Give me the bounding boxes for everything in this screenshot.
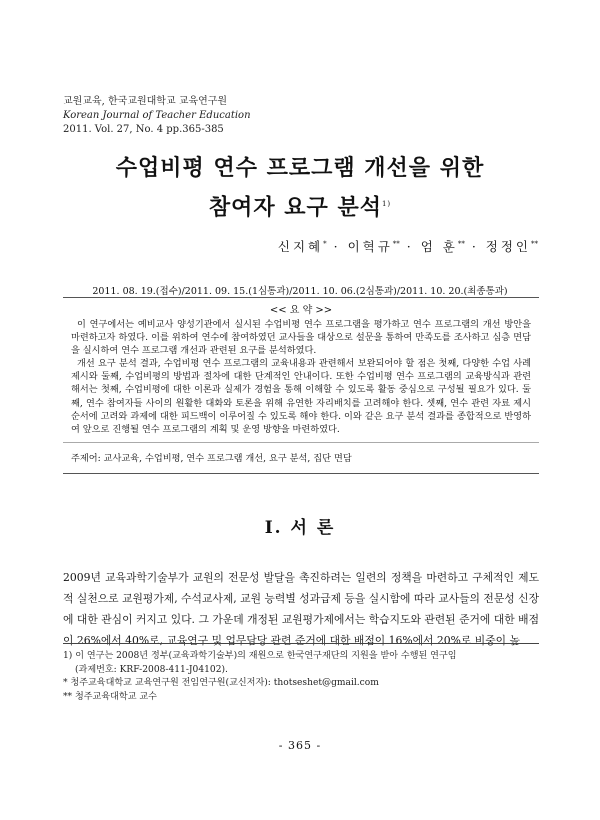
journal-name-english: Korean Journal of Teacher Education xyxy=(63,110,251,121)
body-text xyxy=(63,567,539,651)
body-paragraph: 2009년 교육과학기술부가 교원의 전문성 발달을 촉진하려는 일련의 정책을 마련하고 구체적인 제도적 실천으로 교원평가제, 수석교사제, 교원 능력별 성과급제 등을 실시함에 따라 교사들의 전문성 신장에 대한 관심이 커지고 있다. 그 가운데 개정된 교원평가제에서는 학습지도와 관련된 준거에 대한 배점이 26%에서 40%로, 교육연구 및 업무담당 관련 준거에 대한 배점이 16%에서 20%로 비중이 높 xyxy=(63,571,539,647)
journal-volume: 2011. Vol. 27, No. 4 pp.365-385 xyxy=(63,124,224,135)
section-heading: I. 서 론 xyxy=(264,518,336,538)
title-footnote-mark: 1) xyxy=(381,200,392,208)
abstract-body xyxy=(71,318,531,436)
author-4-mark: ** xyxy=(531,239,538,248)
author-3: 엄 훈 xyxy=(420,239,458,254)
paper-title xyxy=(0,150,600,225)
title-line-2 xyxy=(0,186,600,225)
journal-name-korean: 교원교육, 한국교원대학교 교육연구원 xyxy=(63,96,228,107)
footnotes xyxy=(63,650,543,704)
journal-header xyxy=(63,95,251,137)
footnote-3: ** 청주교육대학교 교수 xyxy=(63,691,157,702)
author-2: 이혁규 xyxy=(347,239,393,254)
abstract-box xyxy=(63,297,539,474)
author-separator: · xyxy=(399,239,421,254)
footnote-divider xyxy=(63,643,539,644)
footnote-1: 1) 이 연구는 2008년 정부(교육과학기술부)의 재원으로 한국연구재단의 지원을 받아 수행된 연구임 xyxy=(63,651,457,661)
abstract-paragraph-2: 개선 요구 분석 결과, 수업비평 연수 프로그램의 교육내용과 관련해서 보완되어야 할 점은 첫째, 다양한 수업 사례 제시와 둘째, 수업비평의 방법과 절차에 대한 단계적인 안내이다. 또한 수업비평 연수 프로그램의 교육방식과 관련해서는 첫째, 수업비평에 대한 이론과 실제가 경험을 통해 이해할 수 있도록 활동 중심으로 구성될 필요가 있다. 둘째, 연수 참여자들 사이의 원활한 대화와 토론을 위해 유연한 자리배치를 고려해야 한다. 셋째, 연수 관련 자료 제시 순서에 고려와 과제에 대한 피드백이 이루어질 수 있도록 해야 한다. 이와 같은 요구 분석 결과를 종합적으로 반영하여 앞으로 진행될 연수 프로그램의 계획 및 운영 방향을 마련하였다. xyxy=(71,358,531,435)
abstract-paragraph-1: 이 연구에서는 예비교사 양성기관에서 실시된 수업비평 연수 프로그램을 평가하고 연수 프로그램의 개선 방안을 마련하고자 하였다. 이를 위하여 연수에 참여하였던 교사들을 대상으로 설문을 통하여 만족도를 조사하고 심층 면담을 실시하여 연수 프로그램 개선과 관련된 요구를 분석하였다. xyxy=(71,319,531,357)
author-separator: · xyxy=(326,239,348,254)
author-4: 정정인 xyxy=(485,239,531,254)
author-1: 신지혜 xyxy=(277,239,324,254)
author-1-mark: * xyxy=(323,239,327,248)
keywords: 주제어: 교사교육, 수업비평, 연수 프로그램 개선, 요구 분석, 집단 면담 xyxy=(71,452,352,464)
author-list xyxy=(278,237,538,255)
footnote-2: * 청주교육대학교 교육연구원 전임연구원(교신저자): thotseshet@gmail.com xyxy=(63,678,379,688)
submission-dates: 2011. 08. 19.(접수)/2011. 09. 15.(1심통과)/2011. 10. 06.(2심통과)/2011. 10. 20.(최종통과) xyxy=(92,286,508,297)
author-2-mark: ** xyxy=(392,239,400,248)
title-line-1: 수업비평 연수 프로그램 개선을 위한 xyxy=(115,155,485,181)
footnote-1-continued: (과제번호: KRF-2008-411-J04102). xyxy=(75,664,228,675)
page-number: - 365 - xyxy=(278,739,322,752)
title-line-2-text: 참여자 요구 분석 xyxy=(208,194,382,221)
author-3-mark: ** xyxy=(457,239,465,248)
author-separator: · xyxy=(464,239,486,254)
abstract-heading: << 요 약 >> xyxy=(269,305,333,316)
